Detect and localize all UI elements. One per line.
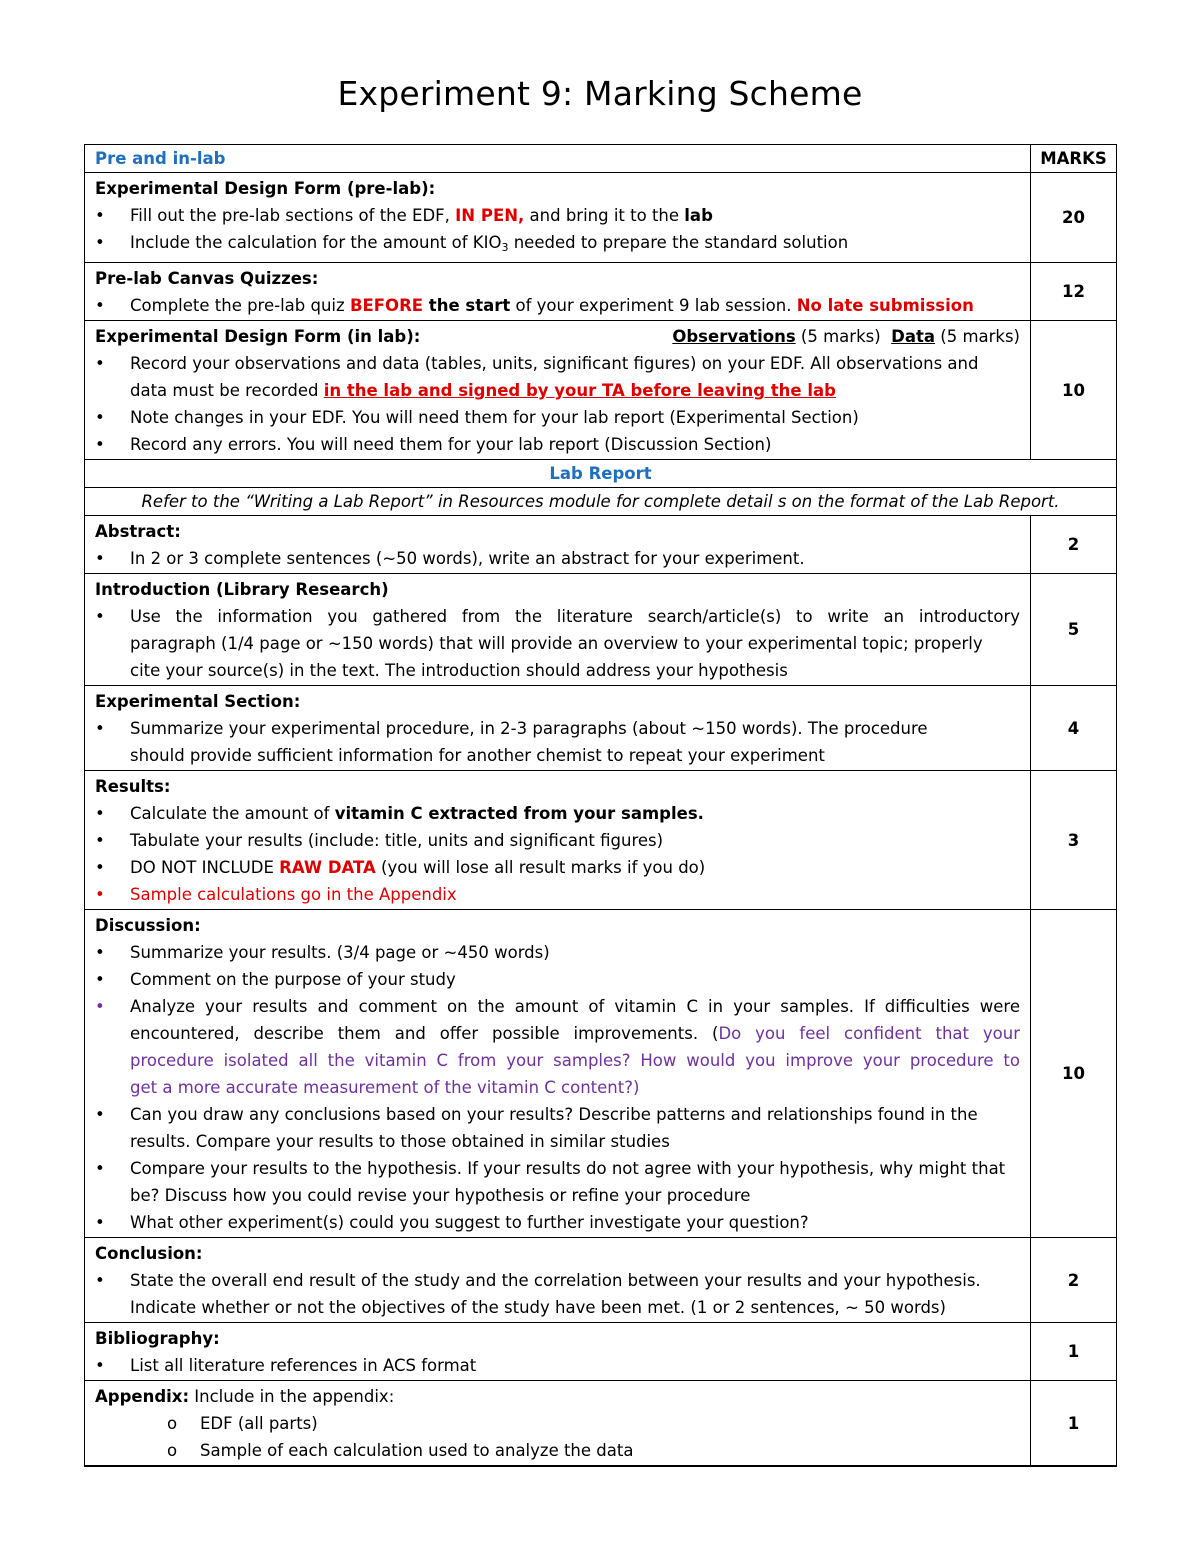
- list-item: • Summarize your experimental procedure, in 2-3 paragraphs (about ~150 words). The procedure should provide sufficient information for another chemist to repeat your experiment: [95, 715, 1020, 769]
- list-item: • Tabulate your results (include: title, units and significant figures): [95, 827, 1020, 854]
- row-heading: Abstract:: [95, 522, 181, 541]
- row-heading: Results:: [95, 777, 171, 796]
- marks-value: 1: [1031, 1381, 1117, 1467]
- list-item: o Sample of each calculation used to analyze the data: [95, 1437, 1020, 1464]
- list-item: • Summarize your results. (3/4 page or ~450 words): [95, 939, 1020, 966]
- list-item: • State the overall end result of the study and the correlation between your results and your hypothesis. Indicate whether or not the objectives of the study have been met. (1 or 2 sentences, ~ 50 words): [95, 1267, 1020, 1321]
- lab-report-header-row: [85, 460, 1117, 488]
- row-heading: Introduction (Library Research): [95, 580, 389, 599]
- list-item: • Analyze your results and comment on the amount of vitamin C in your samples. If difficulties were encountered, describe them and offer possible improvements. (Do you feel confident that your procedure isolated all the vitamin C from your samples? How would you improve your procedure to get a more accurate measurement of the vitamin C content?): [95, 993, 1020, 1101]
- table-row: [85, 173, 1117, 263]
- lab-report-note-row: [85, 488, 1117, 516]
- marks-value: 2: [1031, 516, 1117, 574]
- bullet-icon: •: [95, 296, 105, 315]
- list-item: • Can you draw any conclusions based on your results? Describe patterns and relationships found in the results. Compare your results to those obtained in similar studies: [95, 1101, 1020, 1155]
- list-item: o EDF (all parts): [95, 1410, 1020, 1437]
- list-item: • Comment on the purpose of your study: [95, 966, 1020, 993]
- list-item: • Calculate the amount of vitamin C extracted from your samples.: [95, 800, 1020, 827]
- list-item: • List all literature references in ACS format: [95, 1352, 1020, 1379]
- row-heading: Experimental Design Form (in lab):: [95, 327, 421, 346]
- list-item: • Record your observations and data (tables, units, significant figures) on your EDF. All observations and data must be recorded in the lab and signed by your TA before leaving the lab: [95, 350, 1020, 404]
- marks-column-header: MARKS: [1031, 145, 1117, 173]
- bullet-icon: •: [95, 549, 105, 568]
- table-row: [85, 263, 1117, 321]
- table-row: [85, 1381, 1117, 1467]
- marks-value: 20: [1031, 173, 1117, 263]
- row-heading: Conclusion:: [95, 1244, 203, 1263]
- list-item: • Complete the pre-lab quiz BEFORE the start of your experiment 9 lab session. No late submission: [95, 292, 1020, 319]
- bullet-icon: •: [95, 719, 105, 738]
- list-item: • Compare your results to the hypothesis. If your results do not agree with your hypothesis, why might that be? Discuss how you could revise your hypothesis or refine your procedure: [95, 1155, 1020, 1209]
- marking-scheme-table: [84, 144, 1117, 1467]
- bullet-icon: •: [95, 607, 105, 626]
- marks-value: 10: [1031, 910, 1117, 1238]
- bullet-icon: •: [95, 435, 105, 454]
- row-heading: Discussion:: [95, 916, 201, 935]
- bullet-icon: •: [95, 804, 105, 823]
- marks-value: 1: [1031, 1323, 1117, 1381]
- bullet-icon: •: [95, 206, 105, 225]
- list-item: • Fill out the pre-lab sections of the EDF, IN PEN, and bring it to the lab: [95, 202, 1020, 229]
- section-header-lab-report: Lab Report: [549, 464, 652, 483]
- bullet-icon: •: [95, 1105, 105, 1124]
- section-header-pre-lab: Pre and in-lab: [95, 149, 226, 168]
- row-heading: Bibliography:: [95, 1329, 220, 1348]
- table-row: [85, 1323, 1117, 1381]
- list-item: • DO NOT INCLUDE RAW DATA (you will lose all result marks if you do): [95, 854, 1020, 881]
- page-title: Experiment 9: Marking Scheme: [337, 74, 863, 113]
- bullet-icon: •: [95, 885, 105, 904]
- marks-value: 2: [1031, 1238, 1117, 1323]
- bullet-icon: •: [95, 943, 105, 962]
- bullet-icon: •: [95, 1356, 105, 1375]
- marks-value: 5: [1031, 574, 1117, 686]
- bullet-icon: •: [95, 970, 105, 989]
- lab-report-note: Refer to the “Writing a Lab Report” in Resources module for complete detail s on the format of the Lab Report.: [141, 492, 1060, 511]
- list-item: • Include the calculation for the amount of $KIO_3$ needed to prepare the standard solution: [95, 229, 1020, 261]
- bullet-icon: •: [95, 1213, 105, 1232]
- list-item: • Sample calculations go in the Appendix: [95, 881, 1020, 908]
- bullet-icon: •: [95, 858, 105, 877]
- table-row: [85, 1238, 1117, 1323]
- table-row: [85, 686, 1117, 771]
- table-row: [85, 516, 1117, 574]
- marks-value: 10: [1031, 321, 1117, 460]
- row-heading: Appendix: Include in the appendix:: [95, 1387, 395, 1406]
- marks-breakdown: Observations (5 marks) Data (5 marks): [672, 327, 1020, 346]
- bullet-icon: •: [95, 233, 105, 252]
- table-header-row: [85, 145, 1117, 173]
- bullet-icon: •: [95, 1271, 105, 1290]
- list-item: • Use the information you gathered from the literature search/article(s) to write an introductory paragraph (1/4 page or ~150 words) that will provide an overview to your experimental topic; properly cite your source(s) in the text. The introduction should address your hypothesis: [95, 603, 1020, 684]
- marks-value: 4: [1031, 686, 1117, 771]
- bullet-icon: •: [95, 408, 105, 427]
- list-item: • What other experiment(s) could you suggest to further investigate your question?: [95, 1209, 1020, 1236]
- row-heading: Experimental Section:: [95, 692, 301, 711]
- row-heading: Experimental Design Form (pre-lab):: [95, 179, 436, 198]
- circle-bullet-icon: o: [167, 1441, 178, 1460]
- bullet-icon: •: [95, 354, 105, 373]
- table-row: [85, 771, 1117, 910]
- circle-bullet-icon: o: [167, 1414, 178, 1433]
- table-row: [85, 910, 1117, 1238]
- bullet-icon: •: [95, 831, 105, 850]
- list-item: • Note changes in your EDF. You will need them for your lab report (Experimental Section): [95, 404, 1020, 431]
- marks-value: 12: [1031, 263, 1117, 321]
- list-item: • In 2 or 3 complete sentences (~50 words), write an abstract for your experiment.: [95, 545, 1020, 572]
- table-row: [85, 574, 1117, 686]
- table-row: [85, 321, 1117, 460]
- bullet-icon: •: [95, 997, 105, 1016]
- marks-value: 3: [1031, 771, 1117, 910]
- list-item: • Record any errors. You will need them for your lab report (Discussion Section): [95, 431, 1020, 458]
- bullet-icon: •: [95, 1159, 105, 1178]
- row-heading: Pre-lab Canvas Quizzes:: [95, 269, 319, 288]
